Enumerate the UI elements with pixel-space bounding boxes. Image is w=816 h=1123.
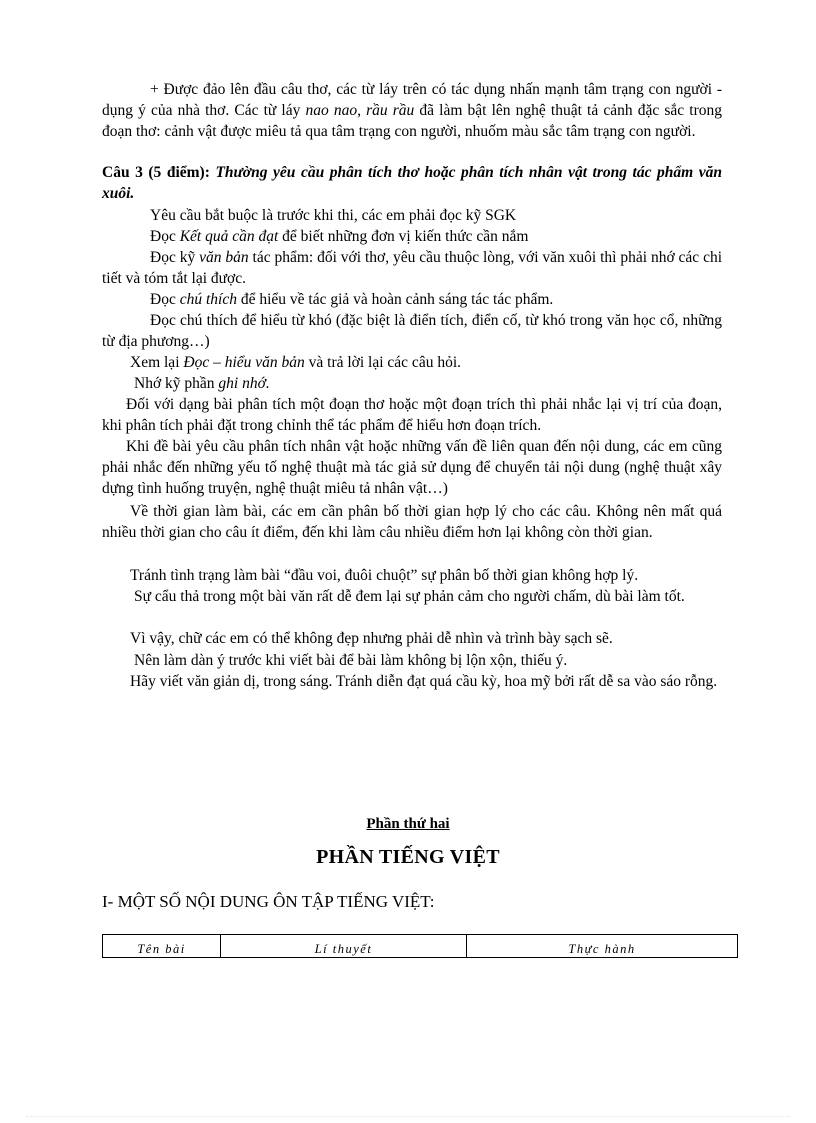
table-header-theory: Lí thuyết [221, 935, 467, 958]
paragraph-7-italic: ghi nhớ. [218, 375, 270, 392]
paragraph-10-text: Về thời gian làm bài, các em cần phân bố thời gian hợp lý cho các câu. Không nên mất quá nhiều thời gian cho câu ít điểm, đến khi làm câu nhiều điểm hơn lại không còn thời gian. [102, 503, 722, 541]
table-header-practice: Thực hành [467, 935, 738, 958]
part-title: PHẦN TIẾNG VIỆT [316, 846, 500, 868]
paragraph-4-text-end: để hiểu về tác giả và hoàn cảnh sáng tác tác phẩm. [236, 291, 554, 308]
paragraph-13-text: Vì vậy, chữ các em có thể không đẹp nhưng phải dễ nhìn và trình bày sạch sẽ. [130, 630, 613, 647]
paragraph-2 [102, 227, 722, 248]
table-header-row [103, 935, 738, 958]
paragraph-1-text: Yêu cầu bắt buộc là trước khi thi, các em phải đọc kỹ SGK [150, 207, 517, 224]
paragraph-13 [102, 629, 722, 650]
paragraph-14 [102, 651, 722, 672]
footer-divider [26, 1116, 790, 1117]
paragraph-15-text: Hãy viết văn giản dị, trong sáng. Tránh diễn đạt quá cầu kỳ, hoa mỹ bởi rất dễ sa vào sáo rỗng. [130, 673, 718, 690]
paragraph-3-text: Đọc kỹ [150, 249, 200, 266]
paragraph-4 [102, 290, 722, 311]
intro-paragraph [102, 80, 722, 142]
paragraph-6 [102, 353, 722, 374]
paragraph-5 [102, 311, 722, 353]
intro-text-end: đã làm bật lên nghệ thuật tả cảnh đặc sắc trong đoạn thơ: cảnh vật được miêu tả qua tâm trạng con người, nhuốm màu sắc tâm trạng con người. [102, 101, 722, 140]
paragraph-11-text: Tránh tình trạng làm bài “đầu voi, đuôi chuột” sự phân bố thời gian không hợp lý. [130, 567, 639, 584]
part-label-text: Phần thứ hai [366, 816, 450, 832]
paragraph-2-text: Đọc [150, 228, 180, 245]
paragraph-14-text: Nên làm dàn ý trước khi viết bài để bài làm không bị lộn xộn, thiếu ý. [134, 652, 568, 669]
intro-text: + Được đảo lên đầu câu thơ, các từ láy trên có tác dụng nhấn mạnh tâm trạng con người - dụng ý của nhà thơ. Các từ láy [102, 81, 722, 119]
paragraph-7 [102, 374, 722, 395]
part-label [0, 816, 816, 833]
paragraph-11 [102, 566, 722, 587]
table-header-name: Tên bài [103, 935, 221, 958]
paragraph-1 [102, 206, 722, 227]
paragraph-3-text-end: tác phẩm: đối với thơ, yêu cầu thuộc lòng, với văn xuôi thì phải nhớ các chi tiết và tóm tắt lại được. [102, 249, 723, 287]
paragraph-8 [102, 395, 722, 437]
paragraph-7-text: Nhớ kỹ phần [134, 375, 219, 392]
paragraph-6-italic: Đọc – hiểu văn bản [183, 354, 305, 371]
section-heading: I- MỘT SỐ NỘI DUNG ÔN TẬP TIẾNG VIỆT: [102, 892, 435, 911]
question-3-text: Thường yêu cầu phân tích thơ hoặc phân tích nhân vật trong tác phẩm văn xuôi. [102, 164, 722, 202]
paragraph-4-text: Đọc [150, 291, 180, 308]
intro-italic: nao nao, rầu rầu [305, 101, 415, 119]
paragraph-3 [102, 248, 722, 290]
paragraph-6-text-end: và trả lời lại các câu hỏi. [304, 354, 461, 371]
paragraph-6-text: Xem lại [130, 354, 184, 371]
paragraph-2-italic: Kết quả cần đạt [179, 228, 279, 245]
paragraph-9-text: Khi đề bài yêu cầu phân tích nhân vật hoặc những vấn đề liên quan đến nội dung, các em cũng phải nhắc đến những yếu tố nghệ thuật mà tác giả sử dụng để chuyển tải nội dung (nghệ thuật xây dựng tình huống truyện, nghệ thuật miêu tả nhân vật…) [102, 438, 722, 497]
question-3-label: Câu 3 (5 điểm): [102, 164, 210, 181]
paragraph-2-text-end: để biết những đơn vị kiến thức cần nắm [278, 228, 529, 245]
question-3 [102, 163, 722, 205]
paragraph-12 [102, 587, 722, 608]
paragraph-5-text: Đọc chú thích để hiểu từ khó (đặc biệt là điển tích, điển cố, từ khó trong văn học cổ, những từ địa phương…) [102, 312, 722, 350]
paragraph-10 [102, 502, 722, 544]
paragraph-4-italic: chú thích [179, 291, 237, 308]
paragraph-15 [102, 672, 722, 693]
paragraph-12-text: Sự cẩu thả trong một bài văn rất dễ đem lại sự phản cảm cho người chấm, dù bài làm tốt. [134, 588, 685, 605]
paragraph-8-text: Đối với dạng bài phân tích một đoạn thơ hoặc một đoạn trích thì phải nhắc lại vị trí của đoạn, khi phân tích phải đặt trong chỉnh thể tác phẩm để hiểu hơn đoạn trích. [102, 396, 722, 434]
review-table [102, 934, 738, 958]
paragraph-9 [102, 437, 722, 499]
paragraph-3-italic: văn bản [199, 249, 249, 266]
